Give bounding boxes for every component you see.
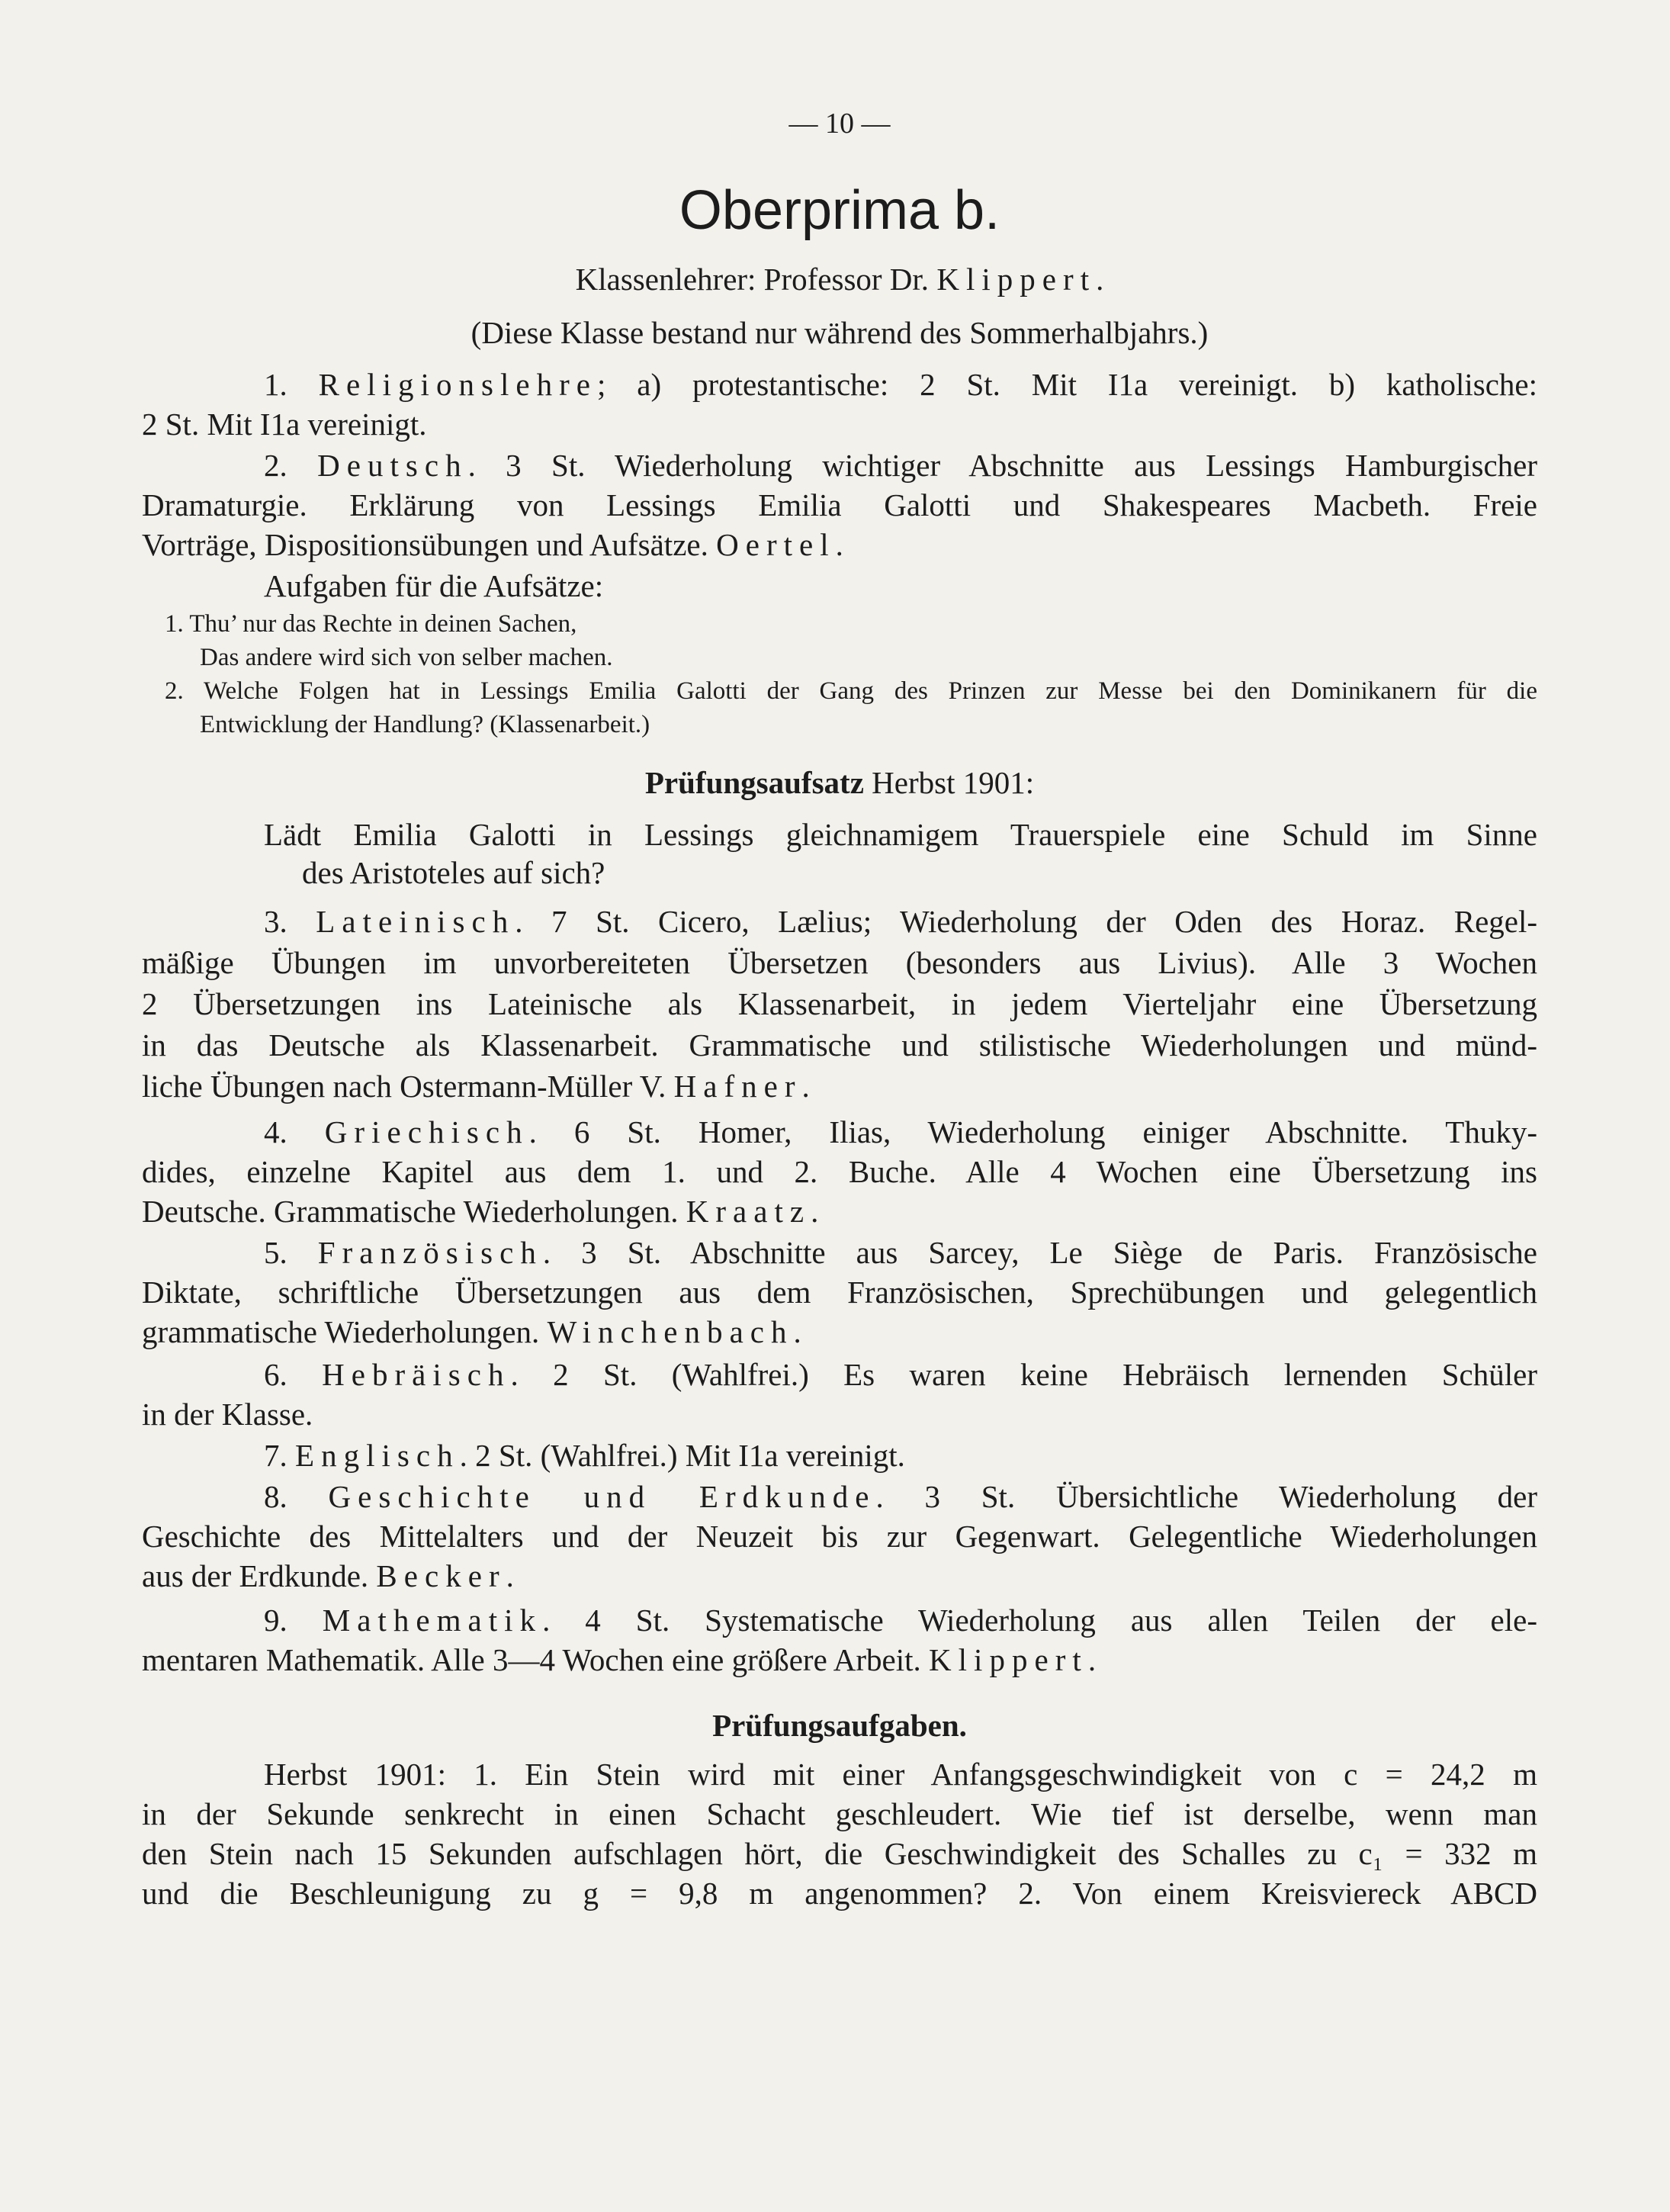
section-hebraeisch-number: 6. — [264, 1357, 323, 1392]
class-note: (Diese Klasse bestand nur während des Sommerhalbjahrs.) — [470, 315, 1209, 350]
section-deutsch-line-2: Dramaturgie. Erklärung von Lessings Emilia Galotti und Shakespeares Macbeth. Freie — [142, 487, 1537, 522]
section-englisch-subject: Englisch — [295, 1438, 460, 1473]
class-teacher-line — [142, 259, 1537, 299]
class-teacher-label: Klassenlehrer: Professor Dr. — [575, 262, 937, 297]
page-number: — 10 — — [788, 108, 891, 140]
section-englisch-number: 7. — [264, 1438, 295, 1473]
section-hebraeisch-line-1 — [142, 1355, 1537, 1394]
section-geschichte-number: 8. — [264, 1479, 329, 1514]
section-latein-line-3: 2 Übersetzungen ins Lateinische als Klassenarbeit, in jedem Vierteljahr eine Übersetzung — [142, 986, 1537, 1021]
section-deutsch-teacher: Oertel — [716, 527, 836, 562]
exam-tasks-line-2: in der Sekunde senkrecht in einen Schacht geschleudert. Wie tief ist derselbe, wenn man — [142, 1796, 1537, 1831]
section-franzoesisch-text-3: grammatische Wiederholungen. — [142, 1314, 548, 1349]
section-geschichte-subject: Geschichte und Erdkunde — [328, 1479, 876, 1514]
section-mathematik-line-1 — [142, 1600, 1537, 1640]
section-deutsch-end: . — [835, 527, 843, 562]
section-mathematik-line-2 — [142, 1640, 1537, 1680]
section-geschichte-text-1: . 3 St. Übersichtliche Wiederholung der — [875, 1479, 1538, 1514]
exam-essay-line-2: des Aristoteles auf sich? — [302, 855, 605, 890]
section-religion-number: 1. — [264, 367, 319, 402]
section-latein-line-5 — [142, 1066, 1537, 1106]
section-geschichte-line-3 — [142, 1556, 1537, 1596]
section-englisch-line-1 — [142, 1436, 1537, 1475]
section-mathematik-number: 9. — [264, 1603, 323, 1638]
essay-2-line-1: 2. Welche Folgen hat in Lessings Emilia Galotti der Gang des Prinzen zur Messe bei den Dominikanern für die — [165, 677, 1537, 705]
class-teacher-end: . — [1096, 262, 1104, 297]
section-religion-line-2: 2 St. Mit I1a vereinigt. — [142, 407, 427, 442]
section-latein-line-2: mäßige Übungen im unvorbereiteten Übersetzen (besonders aus Livius). Alle 3 Wochen — [142, 945, 1537, 980]
section-deutsch-text-3: Vorträge, Dispositionsübungen und Aufsätze. — [142, 527, 717, 562]
section-geschichte-text-3: aus der Erdkunde. — [142, 1558, 377, 1593]
section-griechisch-number: 4. — [264, 1114, 325, 1149]
section-griechisch-line-1 — [142, 1112, 1537, 1152]
essays-heading: Aufgaben für die Aufsätze: — [264, 568, 604, 603]
section-griechisch-end: . — [811, 1194, 819, 1229]
exam-tasks-line-4: und die Beschleunigung zu g = 9,8 m angenommen? 2. Von einem Kreisviereck ABCD — [142, 1876, 1537, 1911]
section-franzoesisch-teacher: Winchenbach — [547, 1314, 794, 1349]
exam-essay-heading-bold: Prüfungsaufsatz — [644, 765, 864, 800]
section-mathematik-teacher: Klippert — [929, 1642, 1088, 1677]
section-latein-teacher: Hafner — [673, 1069, 802, 1104]
section-deutsch-line-3 — [142, 525, 1537, 564]
section-religion-text-1: ; a) protestantische: 2 St. Mit I1a vereinigt. b) katholische: — [597, 367, 1538, 402]
section-griechisch-line-2: dides, einzelne Kapitel aus dem 1. und 2. Buche. Alle 4 Wochen eine Übersetzung ins — [142, 1154, 1537, 1189]
section-mathematik-text-2: mentaren Mathematik. Alle 3—4 Wochen eine größere Arbeit. — [142, 1642, 930, 1677]
section-latein-text-5: liche Übungen nach Ostermann-Müller V. — [142, 1069, 674, 1104]
section-geschichte-end: . — [506, 1558, 514, 1593]
section-religion-line-1 — [142, 365, 1537, 404]
class-title: Oberprima b. — [679, 180, 1000, 241]
class-teacher-name: Klippert — [936, 262, 1097, 297]
section-latein-subject: Lateinisch — [316, 904, 515, 939]
section-mathematik-end: . — [1087, 1642, 1097, 1677]
section-mathematik-text-1: . 4 St. Systematische Wiederholung aus allen Teilen der ele- — [542, 1603, 1538, 1638]
section-latein-text-1: . 7 St. Cicero, Lælius; Wiederholung der Oden des Horaz. Regel- — [515, 904, 1538, 939]
section-franzoesisch-line-1 — [142, 1233, 1537, 1272]
section-deutsch-subject: Deutsch — [317, 448, 468, 483]
section-griechisch-teacher: Kraatz — [686, 1194, 811, 1229]
exam-tasks-line-3: den Stein nach 15 Sekunden aufschlagen hört, die Geschwindigkeit des Schalles zu c₁ = 332 m — [142, 1836, 1537, 1871]
section-franzoesisch-line-3 — [142, 1312, 1537, 1352]
section-griechisch-line-3 — [142, 1191, 1537, 1231]
section-franzoesisch-line-2: Diktate, schriftliche Übersetzungen aus dem Französischen, Sprechübungen und gelegentlich — [142, 1275, 1537, 1310]
section-franzoesisch-end: . — [793, 1314, 801, 1349]
section-religion-subject: Religionslehre — [318, 367, 598, 402]
exam-tasks-line-1: Herbst 1901: 1. Ein Stein wird mit einer Anfangsgeschwindigkeit von c = 24,2 m — [264, 1757, 1537, 1792]
section-franzoesisch-number: 5. — [264, 1235, 318, 1270]
section-griechisch-text-1: . 6 St. Homer, Ilias, Wiederholung einiger Abschnitte. Thuky- — [528, 1114, 1537, 1149]
exam-essay-heading-rest: Herbst 1901: — [863, 765, 1035, 800]
exam-essay-line-1: Lädt Emilia Galotti in Lessings gleichnamigem Trauerspiele eine Schuld im Sinne — [264, 817, 1537, 852]
exam-tasks-heading: Prüfungsaufgaben. — [712, 1708, 967, 1743]
essay-2-line-2: Entwicklung der Handlung? (Klassenarbeit.) — [200, 711, 650, 738]
section-latein-number: 3. — [264, 904, 316, 939]
section-deutsch-text-1: . 3 St. Wiederholung wichtiger Abschnitte aus Lessings Hamburgischer — [467, 448, 1538, 483]
section-franzoesisch-subject: Französisch — [317, 1235, 543, 1270]
section-hebraeisch-line-2: in der Klasse. — [142, 1397, 313, 1432]
section-griechisch-subject: Griechisch — [324, 1114, 529, 1149]
section-deutsch-number: 2. — [264, 448, 318, 483]
section-latein-line-4: in das Deutsche als Klassenarbeit. Grammatische und stilistische Wiederholungen und münd- — [142, 1027, 1537, 1063]
section-latein-line-1 — [142, 902, 1537, 941]
essay-1-line-1: 1. Thu’ nur das Rechte in deinen Sachen, — [165, 610, 577, 638]
section-franzoesisch-text-1: . 3 St. Abschnitte aus Sarcey, Le Siège de Paris. Französische — [542, 1235, 1537, 1270]
section-englisch-text-1: . 2 St. (Wahlfrei.) Mit I1a vereinigt. — [459, 1438, 905, 1473]
section-griechisch-text-3: Deutsche. Grammatische Wiederholungen. — [142, 1194, 686, 1229]
section-deutsch-line-1 — [142, 445, 1537, 485]
section-latein-end: . — [801, 1069, 810, 1104]
section-geschichte-teacher: Becker — [376, 1558, 506, 1593]
essay-1-line-2: Das andere wird sich von selber machen. — [200, 644, 613, 671]
section-geschichte-line-1 — [142, 1477, 1537, 1516]
section-mathematik-subject: Mathematik — [322, 1603, 543, 1638]
section-hebraeisch-subject: Hebräisch — [322, 1357, 511, 1392]
exam-essay-heading — [142, 763, 1537, 802]
section-geschichte-line-2: Geschichte des Mittelalters und der Neuzeit bis zur Gegenwart. Gelegentliche Wiederholungen — [142, 1519, 1537, 1554]
section-hebraeisch-text-1: . 2 St. (Wahlfrei.) Es waren keine Hebräisch lernenden Schüler — [510, 1357, 1537, 1392]
